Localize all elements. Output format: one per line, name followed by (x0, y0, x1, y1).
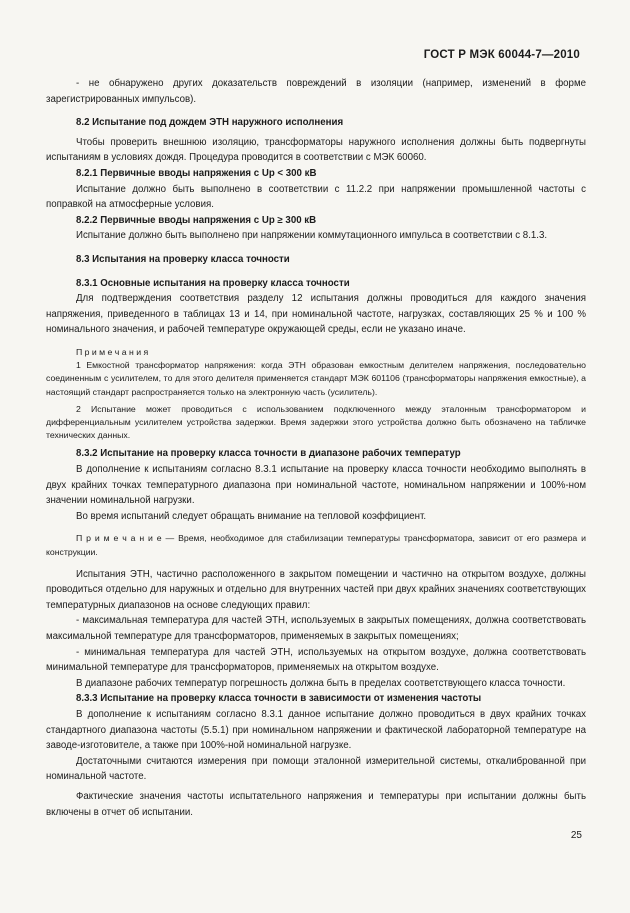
section-heading-8-2: 8.2 Испытание под дождем ЭТН наружного исполнения (76, 117, 344, 129)
note: П р и м е ч а н и е — Время, необходимое для стабилизации температуры трансформатора, зависит от его размера и конструкции. (46, 533, 586, 557)
paragraph: Фактические значения частоты испытательного напряжения и температуры при испытании должны быть включены в отчет об испытании. (46, 791, 586, 818)
paragraph: Испытание должно быть выполнено в соответствии с 11.2.2 при напряжении промышленной частоты с поправкой на атмосферные условия. (46, 183, 586, 211)
section-heading-8-3: 8.3 Испытания на проверку класса точности (76, 253, 290, 265)
paragraph: В диапазоне рабочих температур погрешность должна быть в пределах соответствующего класса точности. (76, 677, 566, 689)
paragraph: В дополнение к испытаниям согласно 8.3.1 испытание на проверку класса точности необходимо выполнять в двух крайних точках температурного диапазона при номинальной частоте, номинальном напряжении и 100%-ном значении номинальной нагрузки. (46, 463, 586, 507)
paragraph: Испытание должно быть выполнено при напряжении коммутационного импульса в соответствии с 8.1.3. (76, 230, 548, 242)
section-heading-8-3-2: 8.3.2 Испытание на проверку класса точности в диапазоне рабочих температур (76, 448, 461, 460)
document-header: ГОСТ Р МЭК 60044-7—2010 (423, 49, 580, 61)
note-item: 2 Испытание может проводиться с использованием подключенного между эталонным трансформатором и дифференциальным усилителем устройства задержки. Время задержки этого устройства должно быть обозначено на табличке технических данных. (46, 403, 586, 441)
section-heading-8-3-1: 8.3.1 Основные испытания на проверку класса точности (76, 277, 350, 289)
section-heading-8-2-2: 8.2.2 Первичные вводы напряжения с Up ≥ 300 кВ (76, 214, 317, 226)
section-heading-8-2-1: 8.2.1 Первичные вводы напряжения с Up < 300 кВ (76, 167, 317, 179)
page-number: 25 (570, 830, 582, 841)
paragraph: Для подтверждения соответствия разделу 12 испытания должны проводиться для каждого значения напряжения, приведенного в таблицах 13 и 14, при номинальной частоте, нагрузках, составляющих 25 % и 100 % номинального значения, и рабочей температуре окружающей среды, если не указано иначе. (46, 293, 586, 336)
paragraph: Чтобы проверить внешнюю изоляцию, трансформаторы наружного исполнения должны быть подвергнуты испытаниям в условиях дождя. Процедура проводится в соответствии с МЭК 60060. (46, 136, 586, 164)
notes-heading: П р и м е ч а н и я (76, 346, 149, 357)
paragraph: Во время испытаний следует обращать внимание на тепловой коэффициент. (76, 510, 427, 522)
paragraph: В дополнение к испытаниям согласно 8.3.1 данное испытание должно проводиться в двух крайних точках стандартного диапазона частоты (5.5.1) при номинальном напряжении и фактической лабораторной температуре на заводе-изготовителе, а также при 100%-ной номинальной нагрузке. (46, 709, 586, 752)
paragraph: Достаточными считаются измерения при помощи эталонной измерительной системы, откалиброванной при номинальной частоте. (46, 755, 586, 783)
list-item: - минимальная температура для частей ЭТН, используемых на открытом воздухе, должна соответствовать минимальной температуре для трансформаторов, применяемых на открытом воздухе. (46, 646, 586, 674)
paragraph: Испытания ЭТН, частично расположенного в закрытом помещении и частично на открытом воздухе, должны проводиться отдельно для наружных и отдельно для внутренних частей при двух крайних значениях соответствующих температурных диапазонов на основе следующих правил: (46, 568, 586, 611)
list-item: - максимальная температура для частей ЭТН, используемых в закрытых помещениях, должна соответствовать максимальной температуре для трансформаторов, применяемых в закрытых помещениях; (46, 615, 586, 643)
note-item: 1 Емкостной трансформатор напряжения: когда ЭТН образован емкостным делителем напряжения, последовательно соединенным с усилителем, то для этого делителя применяется стандарт МЭК 601106 (трансформаторы напряжения емкостные), а настоящий стандарт распространяется только на электронную часть (усилитель). (46, 360, 586, 397)
section-heading-8-3-3: 8.3.3 Испытание на проверку класса точности в зависимости от изменения частоты (76, 693, 482, 705)
document-body (46, 76, 586, 820)
paragraph: - не обнаружено других доказательств повреждений в изоляции (например, изменений в форме зарегистрированных импульсов). (46, 78, 586, 105)
